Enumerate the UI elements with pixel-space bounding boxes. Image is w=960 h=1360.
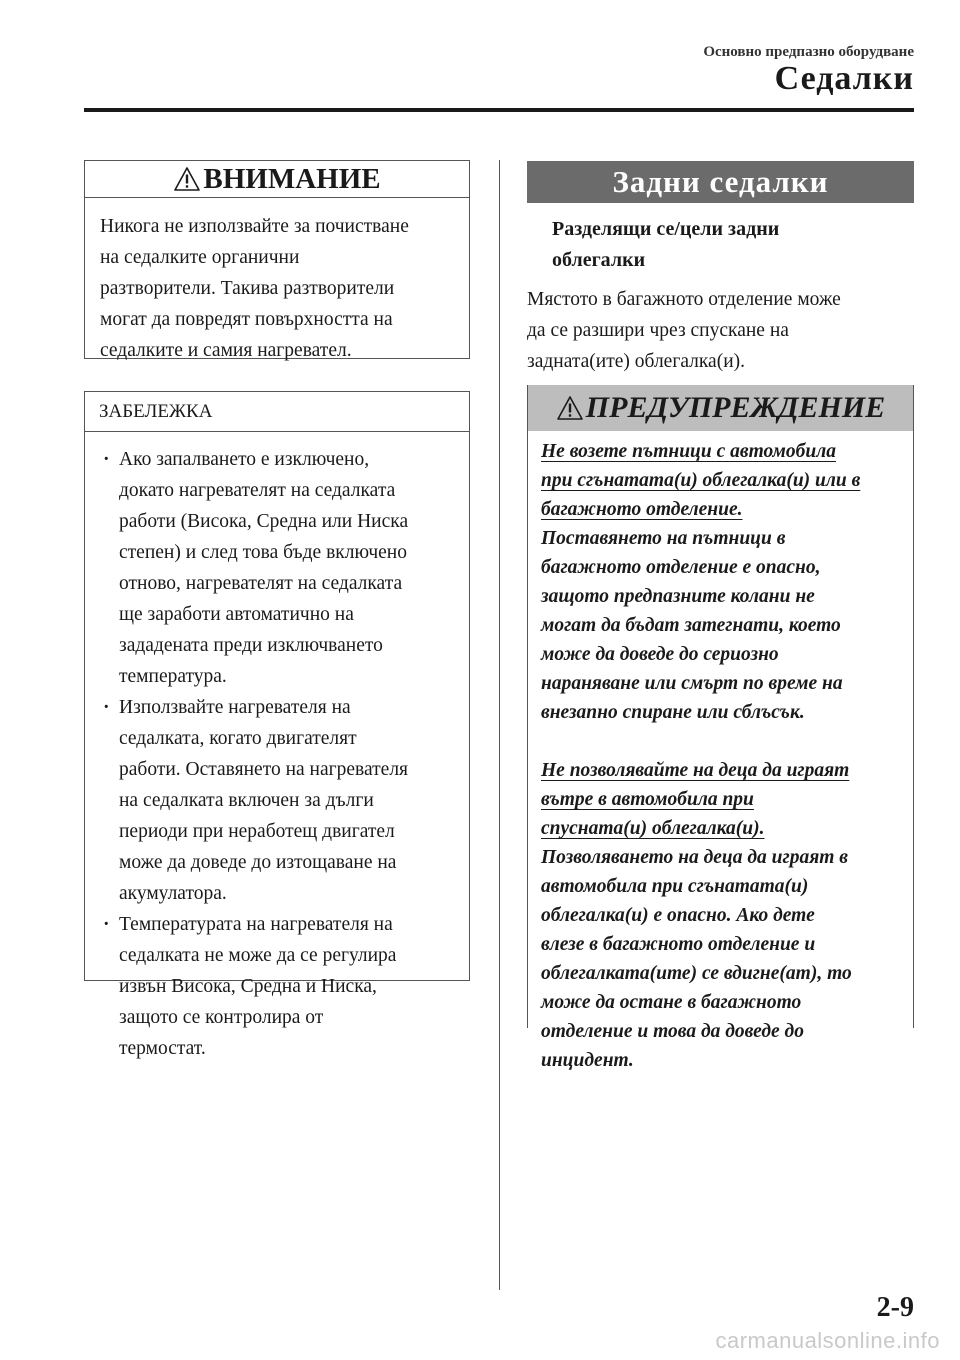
rear-seats-paragraph bbox=[527, 284, 907, 377]
note-item bbox=[97, 444, 459, 692]
note-line: Ако запалването е изключено, bbox=[119, 449, 370, 470]
caution-line: могат да повредят повърхността на bbox=[100, 309, 393, 330]
warning-underlined-line: Не возете пътници с автомобила bbox=[541, 441, 836, 462]
caution-line: Никога не използвайте за почистване bbox=[100, 216, 409, 237]
caution-line: на седалките органични bbox=[100, 247, 300, 268]
header-rule bbox=[84, 108, 914, 112]
warning-box bbox=[527, 385, 914, 1071]
rear-seats-subheading bbox=[552, 214, 892, 276]
subheading-line: облегалки bbox=[552, 249, 646, 271]
caution-line: разтворители. Такива разтворители bbox=[100, 278, 395, 299]
warning-line: може да доведе до сериозно bbox=[541, 644, 779, 665]
note-line: термостат. bbox=[119, 1038, 206, 1059]
rear-seats-section-title: Задни седалки bbox=[527, 161, 914, 203]
warning-underlined-line: при сгънатата(и) облегалка(и) или в bbox=[541, 470, 861, 491]
note-line: извън Висока, Средна и Ниска, bbox=[119, 976, 377, 997]
note-line: седалката не може да се регулира bbox=[119, 945, 397, 966]
caution-line: седалките и самия нагревател. bbox=[100, 340, 352, 361]
caution-text bbox=[85, 198, 469, 366]
note-list bbox=[85, 432, 469, 1064]
warning-line: облегалка(и) е опасно. Ако дете bbox=[541, 905, 815, 926]
warning-underlined-line: спусната(и) облегалка(и). bbox=[541, 818, 765, 839]
page-number: 2-9 bbox=[876, 1292, 914, 1323]
warning-line: Поставянето на пътници в bbox=[541, 528, 786, 549]
warning-text bbox=[528, 431, 913, 1075]
note-line: отново, нагревателят на седалката bbox=[119, 573, 403, 594]
warning-line: внезапно спиране или сблъсък. bbox=[541, 702, 805, 723]
note-heading: ЗАБЕЛЕЖКА bbox=[85, 392, 469, 432]
paragraph-line: Мястото в багажното отделение може bbox=[527, 289, 841, 310]
bullet-icon: · bbox=[103, 697, 110, 718]
bullet-icon: · bbox=[103, 449, 110, 470]
warning-triangle-icon bbox=[173, 166, 201, 192]
warning-heading-text: ПРЕДУПРЕЖДЕНИЕ bbox=[585, 391, 886, 424]
note-line: може да доведе до изтощаване на bbox=[119, 852, 397, 873]
subheading-line: Разделящи се/цели задни bbox=[552, 218, 780, 240]
warning-underlined-line: вътре в автомобила при bbox=[541, 789, 754, 810]
warning-underlined-line: багажното отделение. bbox=[541, 499, 743, 520]
warning-line: защото предпазните колани не bbox=[541, 586, 815, 607]
warning-line: нараняване или смърт по време на bbox=[541, 673, 843, 694]
note-line: седалката, когато двигателят bbox=[119, 728, 357, 749]
paragraph-line: задната(ите) облегалка(и). bbox=[527, 351, 746, 372]
note-line: работи (Висока, Средна или Ниска bbox=[119, 511, 409, 532]
warning-line: влезе в багажното отделение и bbox=[541, 934, 816, 955]
watermark: carmanualsonline.info bbox=[715, 1328, 940, 1353]
column-divider bbox=[499, 160, 500, 1290]
warning-line: багажното отделение е опасно, bbox=[541, 557, 821, 578]
note-line: периоди при неработещ двигател bbox=[119, 821, 395, 842]
warning-line: могат да бъдат затегнати, което bbox=[541, 615, 841, 636]
caution-heading bbox=[85, 161, 469, 198]
note-line: степен) и след това бъде включено bbox=[119, 542, 407, 563]
note-line: ще заработи автоматично на bbox=[119, 604, 354, 625]
warning-line: може да остане в багажното bbox=[541, 992, 802, 1013]
warning-line: Позволяването на деца да играят в bbox=[541, 847, 849, 868]
page-title: Седалки bbox=[774, 60, 914, 97]
bullet-icon: · bbox=[103, 914, 110, 935]
warning-line: облегалката(ите) се вдигне(ат), то bbox=[541, 963, 852, 984]
note-box bbox=[84, 391, 470, 1059]
paragraph-line: да се разшири чрез спускане на bbox=[527, 320, 789, 341]
note-line: Използвайте нагревателя на bbox=[119, 697, 351, 718]
warning-triangle-icon bbox=[556, 395, 584, 421]
caution-box bbox=[84, 160, 470, 359]
note-line: защото се контролира от bbox=[119, 1007, 324, 1028]
paragraph-gap bbox=[541, 727, 903, 756]
note-line: работи. Оставянето на нагревателя bbox=[119, 759, 409, 780]
note-line: зададената преди изключването bbox=[119, 635, 383, 656]
section-header: Основно предпазно оборудване bbox=[703, 44, 914, 60]
note-line: Температурата на нагревателя на bbox=[119, 914, 393, 935]
note-line: температура. bbox=[119, 666, 227, 687]
warning-line: автомобила при сгънатата(и) bbox=[541, 876, 809, 897]
note-item bbox=[97, 909, 459, 1064]
note-line: докато нагревателят на седалката bbox=[119, 480, 396, 501]
warning-line: инцидент. bbox=[541, 1050, 634, 1071]
note-line: акумулатора. bbox=[119, 883, 227, 904]
note-line: на седалката включен за дълги bbox=[119, 790, 374, 811]
caution-heading-text: ВНИМАНИЕ bbox=[203, 162, 381, 195]
note-item bbox=[97, 692, 459, 909]
warning-line: отделение и това да доведе до bbox=[541, 1021, 804, 1042]
warning-heading bbox=[528, 385, 913, 431]
warning-underlined-line: Не позволявайте на деца да играят bbox=[541, 760, 850, 781]
